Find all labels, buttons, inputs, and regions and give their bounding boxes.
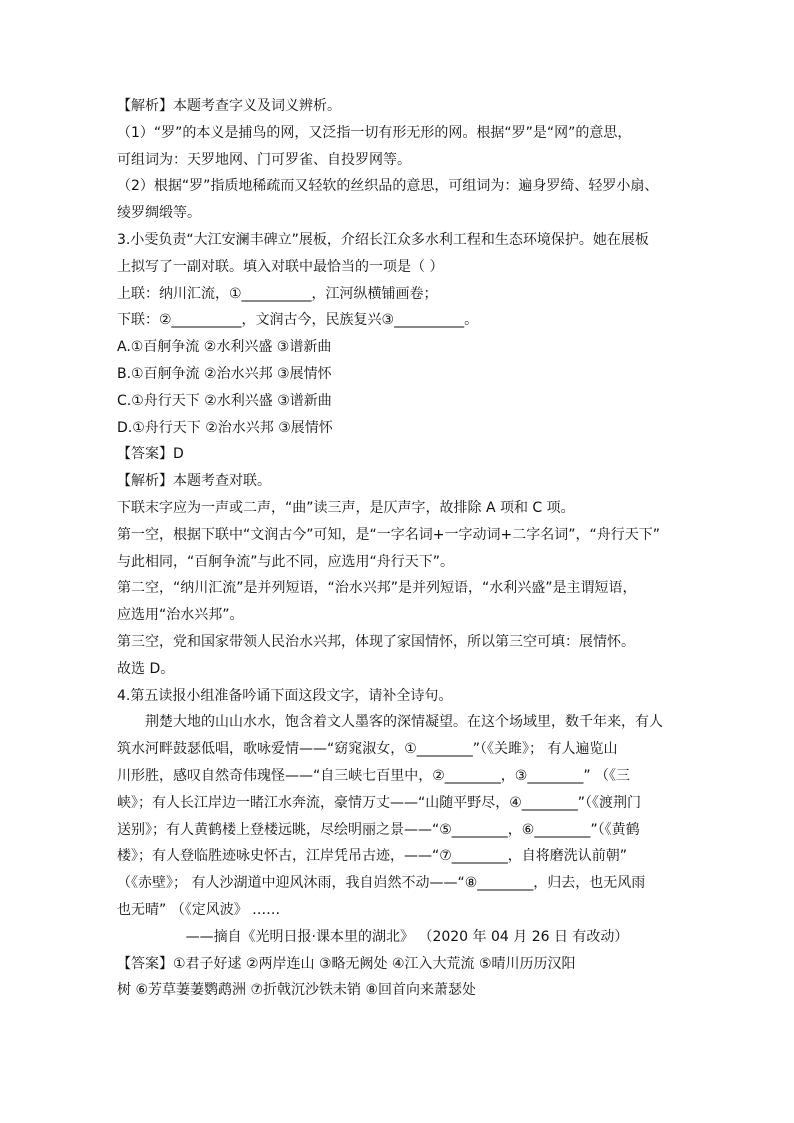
q3-analysis-line: 第一空，根据下联中“文润古今”可知，是“一字名词+一字动词+二字名词”，“舟行天下”	[117, 526, 660, 543]
answer-text: ①君子好逑 ②两岸连山 ③略无阙处 ④江入大荒流 ⑤晴川历历汉阳	[173, 955, 576, 972]
q3-couplet-upper: 上联：纳川汇流，①__________，江河纵横铺画卷；	[117, 285, 438, 302]
q3-analysis-heading	[117, 468, 697, 495]
q3-question-line: 3.小雯负责“大江安澜丰碑立”展板，介绍长江众多水利工程和生态环境保护。她在展板	[117, 231, 649, 248]
q3-analysis-line: 应选用“治水兴邦”。	[117, 607, 244, 624]
q2-analysis-line: （2）根据“罗”指质地稀疏而又轻软的丝织品的意思，可组词为：遍身罗绮、轻罗小扇、	[117, 178, 659, 195]
q2-analysis-heading	[117, 93, 697, 120]
answer-label: 【答案】	[117, 955, 173, 972]
q3-analysis-line: 第三空，党和国家带领人民治水兴邦，体现了家国情怀，所以第三空可填：展情怀。	[117, 633, 635, 650]
q4-passage-line: 楼》；有人登临胜迹咏史怀古，江岸凭吊古迹，——“⑦________，自将磨洗认前朝”	[117, 848, 628, 865]
answer-value: D	[173, 446, 184, 463]
q3-analysis-line: 故选 D。	[117, 660, 175, 677]
q3-option-d: D.①舟行天下 ②治水兴邦 ③展情怀	[117, 419, 333, 436]
q3-option-c: C.①舟行天下 ②水利兴盛 ③谱新曲	[117, 392, 332, 409]
analysis-label: 【解析】	[117, 473, 173, 490]
q4-passage-line: 筑水河畔鼓瑟低唱，歌咏爱情——“窈窕淑女，①________”（《关雎》； 有人遍览山	[117, 741, 618, 758]
q4-passage-line: 峡》；有人长江岸边一睹江水奔流，豪情万丈——“山随平野尽，④________”（《渡荆门	[117, 794, 642, 811]
q4-passage-line: 送别》；有人黄鹤楼上登楼远眺，尽绘明丽之景——“⑤________，⑥________”（《黄鹤	[117, 821, 640, 838]
q4-answer-line: 树 ⑥芳草萋萋鹦鹉洲 ⑦折戟沉沙铁未销 ⑧回首向来萧瑟处	[117, 982, 477, 999]
q3-option-a: A.①百舸争流 ②水利兴盛 ③谱新曲	[117, 339, 332, 356]
q2-analysis-line: （1）“罗”的本义是捕鸟的网，又泛指一切有形无形的网。根据“罗”是“网”的意思，	[117, 124, 632, 141]
q2-analysis-line: 绫罗绸缎等。	[117, 205, 201, 222]
q4-source: ——摘自《光明日报·课本里的湖北》 （2020 年 04 月 26 日 有改动）	[185, 928, 629, 945]
q3-answer	[117, 441, 697, 468]
q3-question-line: 上拟写了一副对联。填入对联中最恰当的一项是（ ）	[117, 258, 444, 275]
q3-option-b: B.①百舸争流 ②治水兴邦 ③展情怀	[117, 365, 332, 382]
q3-analysis-line: 与此相同，“百舸争流”与此不同，应选用“舟行天下”。	[117, 553, 455, 570]
q4-passage-line: 川形胜，感叹自然奇伟瑰怪——“自三峡七百里中，②________，③________” （《三	[117, 767, 631, 784]
analysis-text: 本题考查字义及词义辨析。	[173, 98, 341, 114]
q3-analysis-line: 第二空，“纳川汇流”是并列短语，“治水兴邦”是并列短语，“水利兴盛”是主谓短语，	[117, 580, 637, 597]
q4-passage-line: 也无晴” （《定风波》 ……	[117, 901, 281, 918]
q4-question: 4.第五读报小组准备吟诵下面这段文字，请补全诗句。	[117, 687, 453, 704]
q4-passage-line: （《赤壁》； 有人沙湖道中迎风沐雨，我自岿然不动——“⑧________，归去，也无风雨	[117, 875, 646, 892]
answer-label: 【答案】	[117, 446, 173, 463]
q2-analysis-line: 可组词为：天罗地网、门可罗雀、自投罗网等。	[117, 151, 411, 168]
document-page	[117, 93, 697, 1004]
q4-answer	[117, 951, 697, 978]
analysis-text: 本题考查对联。	[173, 473, 271, 490]
q3-couplet-lower: 下联：②__________，文润古今，民族复兴③__________。	[117, 312, 479, 329]
analysis-label: 【解析】	[117, 98, 173, 114]
q4-passage-line: 荆楚大地的山山水水，饱含着文人墨客的深情凝望。在这个场域里，数千年来，有人	[145, 714, 663, 731]
q3-analysis-line: 下联末字应为一声或二声，“曲”读三声，是仄声字，故排除 A 项和 C 项。	[117, 499, 575, 516]
